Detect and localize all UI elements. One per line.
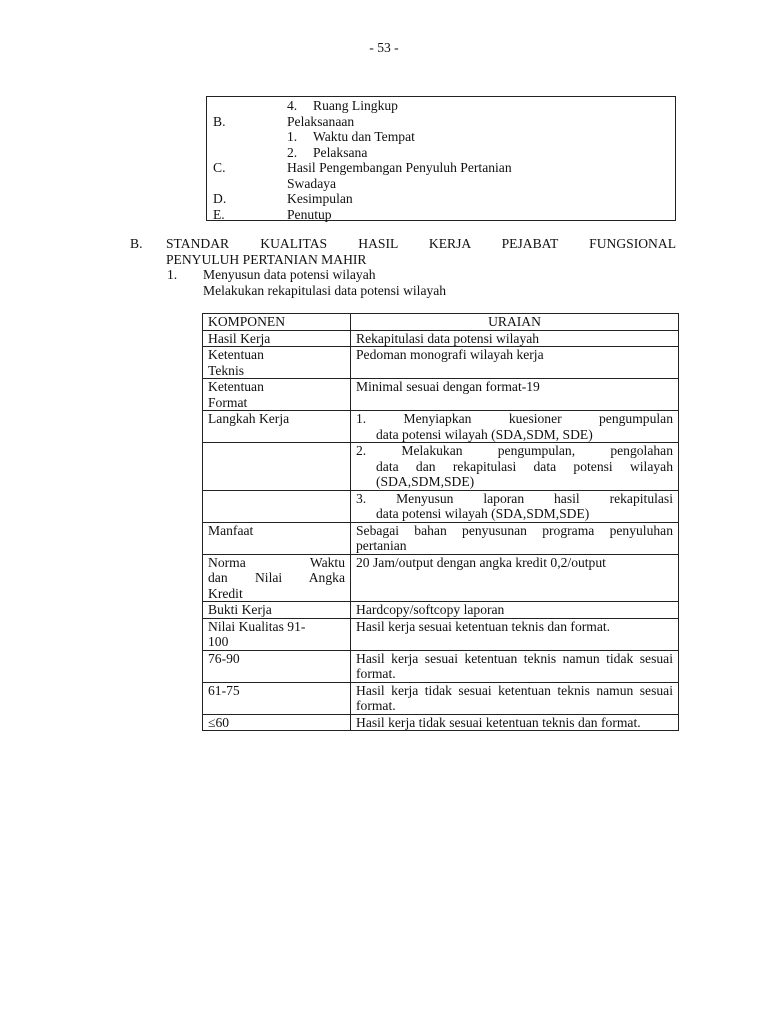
norma-label-line1: Norma Waktu (208, 554, 345, 570)
header-uraian: URAIAN (351, 314, 679, 331)
row-value: Hasil kerja sesuai ketentuan teknis dan format. (351, 618, 679, 650)
section-b (130, 236, 676, 298)
table-header-row (203, 314, 679, 331)
outline-text: Pelaksanaan (287, 113, 355, 129)
row-label: 76-90 (203, 650, 351, 682)
item-number: 1. (167, 267, 178, 282)
outline-row (207, 191, 675, 207)
outline-letter: B. (213, 113, 226, 129)
row-label: 61-75 (203, 682, 351, 714)
table-row (203, 650, 679, 682)
page-number: - 53 - (369, 40, 399, 55)
step-1-line: 1. Menyiapkan kuesioner pengumpulan (356, 411, 673, 426)
section-heading (130, 236, 676, 267)
row-label: Langkah Kerja (203, 411, 351, 443)
row-label: ≤60 (203, 714, 351, 731)
row-value: Hasil kerja tidak sesuai ketentuan teknis dan format. (351, 714, 679, 731)
table-row (203, 330, 679, 347)
table-row (203, 522, 679, 554)
row-label: Nilai Kualitas 91-100 (203, 618, 351, 650)
outline-box (206, 96, 676, 221)
outline-text: Swadaya (287, 175, 337, 191)
row-label (203, 554, 351, 602)
row-label: Hasil Kerja (203, 330, 351, 347)
row-value: Hasil kerja tidak sesuai ketentuan teknis namun sesuai format. (351, 682, 679, 714)
section-title (166, 236, 676, 267)
outline-number: 2. (287, 144, 298, 160)
outline-row (207, 114, 675, 130)
section-letter: B. (130, 236, 143, 251)
section-title-line1: STANDAR KUALITAS HASIL KERJA PEJABAT FUNGSIONAL (166, 236, 676, 251)
step-3 (356, 491, 673, 522)
section-title-line2: PENYULUH PERTANIAN MAHIR (166, 251, 367, 267)
outline-row (207, 98, 675, 114)
table-row (203, 411, 679, 443)
outline-letter: D. (213, 191, 227, 206)
step-2-line: 2. Melakukan pengumpulan, pengolahan (356, 443, 673, 458)
step-1 (356, 411, 673, 442)
item-title: Menyusun data potensi wilayah (203, 267, 376, 282)
step-2-cont: data dan rekapitulasi data potensi wilayah (SDA,SDM,SDE) (376, 458, 673, 489)
row-label: Ketentuan Teknis (203, 347, 351, 379)
outline-row (207, 145, 675, 161)
table-row (203, 443, 679, 491)
table-row (203, 554, 679, 602)
norma-label-line3: Kredit (208, 585, 243, 601)
standard-table (202, 313, 679, 731)
section-item (130, 267, 676, 298)
outline-text: Pelaksana (313, 144, 368, 160)
row-label: Bukti Kerja (203, 602, 351, 619)
row-value: Sebagai bahan penyusunan programa penyuluhan pertanian (351, 522, 679, 554)
row-value: 20 Jam/output dengan angka kredit 0,2/output (351, 554, 679, 602)
outline-text: Waktu dan Tempat (313, 129, 415, 144)
table-row (203, 379, 679, 411)
outline-number: 1. (287, 129, 298, 144)
table-row (203, 490, 679, 522)
outline-row (207, 129, 675, 145)
row-value: Rekapitulasi data potensi wilayah (351, 330, 679, 347)
row-value (351, 411, 679, 443)
outline-text: Kesimpulan (287, 191, 353, 206)
header-komponen: KOMPONEN (203, 314, 351, 331)
outline-text: Hasil Pengembangan Penyuluh Pertanian (287, 160, 512, 175)
step-2 (356, 443, 673, 490)
row-label: Manfaat (203, 522, 351, 554)
outline-text: Penutup (287, 206, 332, 222)
row-value: Hardcopy/softcopy laporan (351, 602, 679, 619)
norma-label-line2: dan Nilai Angka (208, 570, 345, 585)
table-row (203, 602, 679, 619)
outline-row (207, 176, 675, 192)
row-label-empty (203, 490, 351, 522)
outline-number: 4. (287, 98, 298, 113)
row-value: Hasil kerja sesuai ketentuan teknis namun tidak sesuai format. (351, 650, 679, 682)
outline-text: Ruang Lingkup (313, 98, 398, 113)
table-row (203, 347, 679, 379)
item-subtitle: Melakukan rekapitulasi data potensi wilayah (203, 282, 447, 298)
row-label-empty (203, 443, 351, 491)
table-row (203, 618, 679, 650)
row-value: Minimal sesuai dengan format-19 (351, 379, 679, 411)
outline-row (207, 207, 675, 223)
step-1-cont: data potensi wilayah (SDA,SDM, SDE) (376, 426, 593, 442)
outline-letter: C. (213, 160, 226, 175)
row-value (351, 490, 679, 522)
step-3-cont: data potensi wilayah (SDA,SDM,SDE) (376, 506, 590, 521)
table-row (203, 682, 679, 714)
table-row (203, 714, 679, 731)
step-3-line: 3. Menyusun laporan hasil rekapitulasi (356, 490, 673, 506)
row-label: Ketentuan Format (203, 379, 351, 411)
row-value: Pedoman monografi wilayah kerja (351, 347, 679, 379)
outline-row (207, 160, 675, 176)
outline-letter: E. (213, 206, 225, 222)
row-value (351, 443, 679, 491)
